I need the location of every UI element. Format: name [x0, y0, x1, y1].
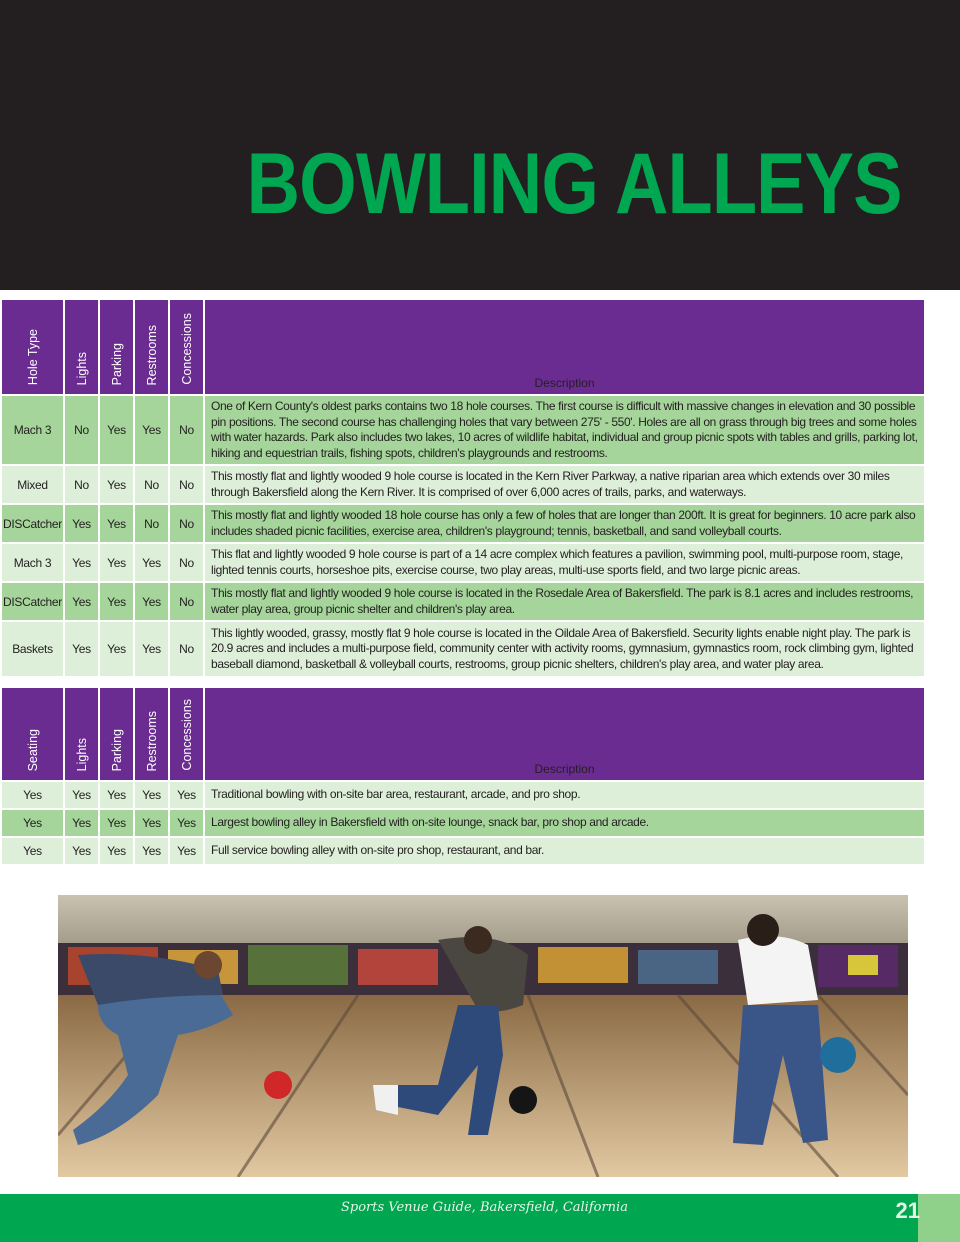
footer-text: Sports Venue Guide, Bakersfield, California — [341, 1200, 628, 1215]
hole-type-cell: DISCatcher — [2, 505, 63, 542]
header-parking: Parking — [100, 300, 133, 394]
table-row — [2, 622, 924, 676]
table-row — [2, 505, 924, 542]
concessions-cell: No — [170, 396, 203, 464]
table-row — [2, 396, 924, 464]
concessions-cell: No — [170, 505, 203, 542]
page-number-box — [918, 1194, 960, 1242]
hole-type-cell: Mach 3 — [2, 544, 63, 581]
header-description: Description — [205, 300, 924, 394]
restrooms-cell: Yes — [135, 622, 168, 676]
hole-type-cell: Mach 3 — [2, 396, 63, 464]
hole-type-cell: Mixed — [2, 466, 63, 503]
table-row — [2, 466, 924, 503]
description-cell: This flat and lightly wooded 9 hole course is part of a 14 acre complex which features a pavilion, swimming pool, multi-purpose room, stage, lighted tennis courts, horseshoe pits, exercise course, two play areas, multi-use sports field, and two large picnic areas. — [205, 544, 924, 581]
restrooms-cell: Yes — [135, 544, 168, 581]
header-description: Description — [205, 688, 924, 780]
concessions-cell: Yes — [170, 782, 203, 808]
page-number: 21 — [895, 1198, 920, 1223]
concessions-cell: No — [170, 466, 203, 503]
header-lights: Lights — [65, 688, 98, 780]
parking-cell: Yes — [100, 810, 133, 836]
parking-cell: Yes — [100, 838, 133, 864]
restrooms-cell: Yes — [135, 782, 168, 808]
seating-cell: Yes — [2, 838, 63, 864]
header-lights: Lights — [65, 300, 98, 394]
restrooms-cell: No — [135, 466, 168, 503]
parking-cell: Yes — [100, 622, 133, 676]
header-restrooms: Restrooms — [135, 300, 168, 394]
description-cell: This mostly flat and lightly wooded 18 hole course has only a few of holes that are longer than 200ft. It is great for beginners. 10 acre park also includes shaded picnic facilities, exercise area, children's playground; tennis, basketball, and sand volleyball courts. — [205, 505, 924, 542]
concessions-cell: No — [170, 583, 203, 620]
table-header-row — [2, 688, 924, 780]
header-parking: Parking — [100, 688, 133, 780]
parking-cell: Yes — [100, 505, 133, 542]
lights-cell: No — [65, 466, 98, 503]
lights-cell: Yes — [65, 544, 98, 581]
bowling-photo — [58, 895, 908, 1177]
table-row — [2, 782, 924, 808]
parking-cell: Yes — [100, 544, 133, 581]
restrooms-cell: Yes — [135, 810, 168, 836]
parking-cell: Yes — [100, 396, 133, 464]
hole-type-cell: DISCatcher — [2, 583, 63, 620]
table-row — [2, 838, 924, 864]
header-hole-type: Hole Type — [2, 300, 63, 394]
description-cell: This lightly wooded, grassy, mostly flat 9 hole course is located in the Oildale Area of Bakersfield. Security lights enable night play. The park is 20.9 acres and includes a multi-purpose field, community center with activity rooms, gymnasium, gymnastics room, rock climbing gym, lighted baseball diamond, basketball & volleyball courts, restrooms, group picnic shelters, children's play area, and water play area. — [205, 622, 924, 676]
table-row — [2, 544, 924, 581]
lights-cell: Yes — [65, 810, 98, 836]
table-header-row — [2, 300, 924, 394]
hole-type-table — [0, 298, 926, 678]
parking-cell: Yes — [100, 782, 133, 808]
parking-cell: Yes — [100, 583, 133, 620]
header-restrooms: Restrooms — [135, 688, 168, 780]
restrooms-cell: Yes — [135, 838, 168, 864]
description-cell: This mostly flat and lightly wooded 9 hole course is located in the Rosedale Area of Bakersfield. The park is 8.1 acres and includes restrooms, water play area, group picnic shelter and children's play area. — [205, 583, 924, 620]
hole-type-cell: Baskets — [2, 622, 63, 676]
page-title: BOWLING ALLEYS — [247, 136, 902, 232]
restrooms-cell: No — [135, 505, 168, 542]
header-concessions: Concessions — [170, 688, 203, 780]
header-seating: Seating — [2, 688, 63, 780]
lights-cell: Yes — [65, 583, 98, 620]
table-row — [2, 583, 924, 620]
concessions-cell: Yes — [170, 838, 203, 864]
seating-cell: Yes — [2, 782, 63, 808]
header-concessions: Concessions — [170, 300, 203, 394]
concessions-cell: No — [170, 544, 203, 581]
lights-cell: Yes — [65, 622, 98, 676]
parking-cell: Yes — [100, 466, 133, 503]
restrooms-cell: Yes — [135, 396, 168, 464]
seating-cell: Yes — [2, 810, 63, 836]
description-cell: This mostly flat and lightly wooded 9 hole course is located in the Kern River Parkway, a native riparian area which extends over 30 miles through Bakersfield along the Kern River. It is comprised of over 6,000 acres of trails, parks, and waterways. — [205, 466, 924, 503]
lights-cell: No — [65, 396, 98, 464]
description-cell: Traditional bowling with on-site bar area, restaurant, arcade, and pro shop. — [205, 782, 924, 808]
description-cell: Largest bowling alley in Bakersfield with on-site lounge, snack bar, pro shop and arcade. — [205, 810, 924, 836]
restrooms-cell: Yes — [135, 583, 168, 620]
description-cell: One of Kern County's oldest parks contains two 18 hole courses. The first course is difficult with massive changes in elevation and 30 possible pin positions. The second course has challenging holes that vary between 275' - 550'. Holes are all on grass through big trees and some holes with water hazards. Park also includes two lakes, 10 acres of wildlife habitat, individual and group picnic spots with tables and grills, parking lot, hiking and equestrian trails, fishing spots, children's playgrounds and restrooms. — [205, 396, 924, 464]
lights-cell: Yes — [65, 782, 98, 808]
concessions-cell: No — [170, 622, 203, 676]
bowling-table — [0, 686, 926, 866]
table-row — [2, 810, 924, 836]
concessions-cell: Yes — [170, 810, 203, 836]
description-cell: Full service bowling alley with on-site pro shop, restaurant, and bar. — [205, 838, 924, 864]
lights-cell: Yes — [65, 838, 98, 864]
lights-cell: Yes — [65, 505, 98, 542]
